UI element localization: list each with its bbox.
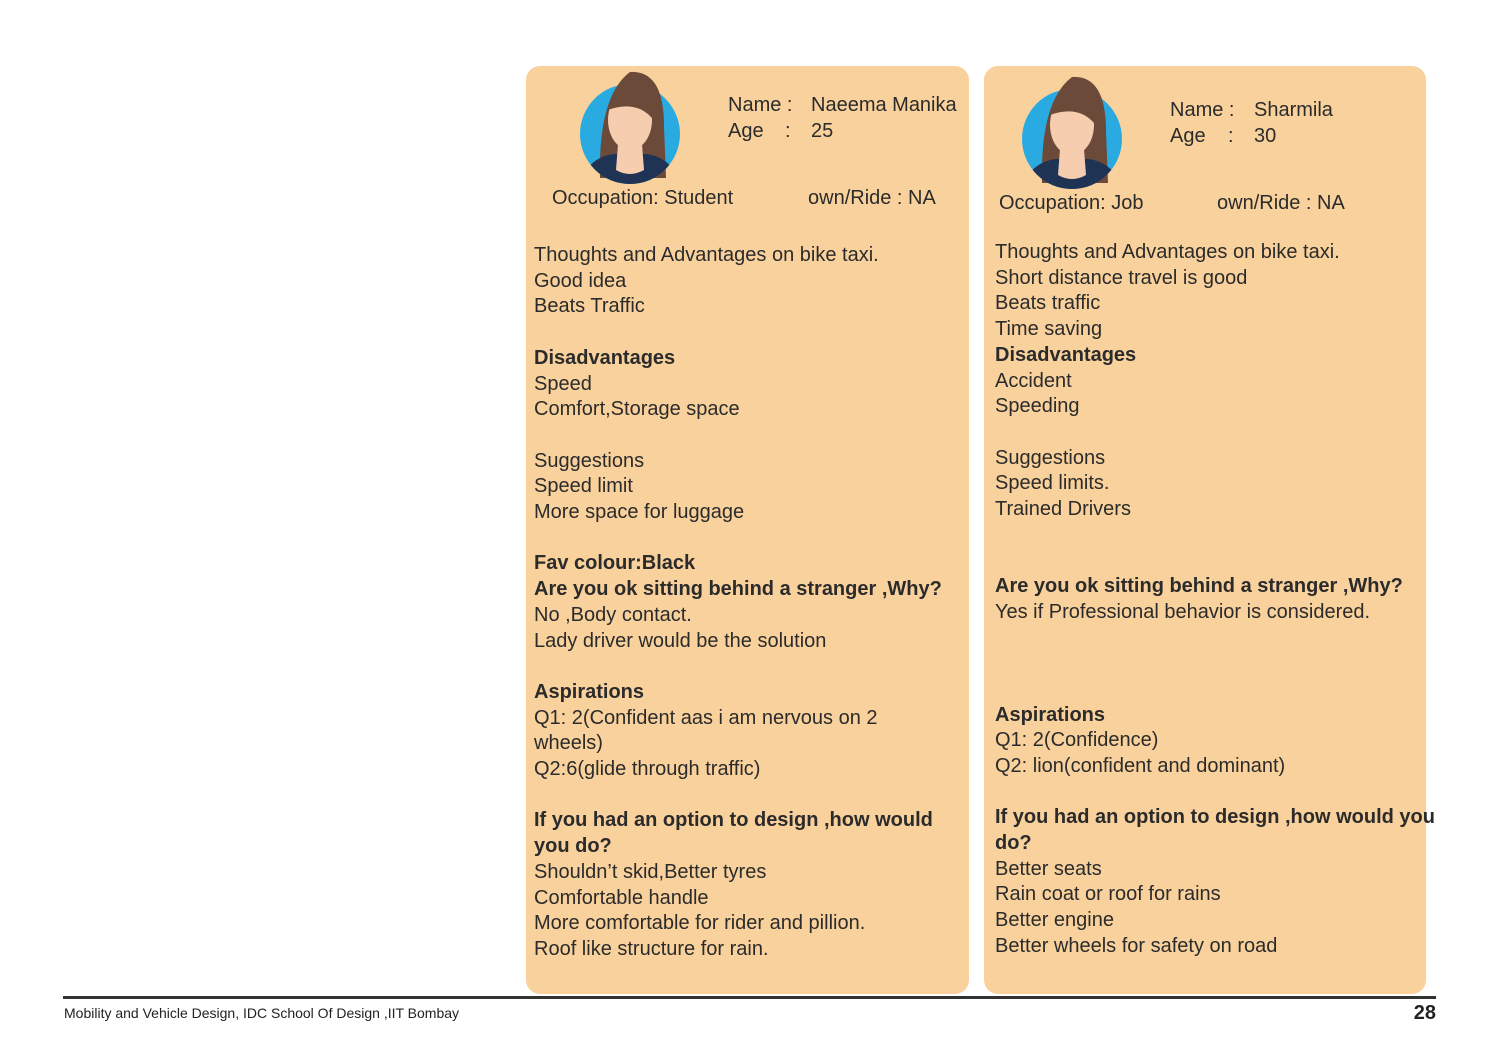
note-line: Q2:6(glide through traffic)	[534, 758, 761, 780]
note-line: wheels)	[534, 732, 603, 755]
blank-line	[534, 526, 942, 552]
section-heading: Are you ok sitting behind a stranger ,Why?	[995, 575, 1403, 598]
note-line: Speeding	[995, 395, 1080, 418]
note-line: More space for luggage	[534, 501, 745, 523]
note-line: Better wheels for safety on road	[995, 934, 1278, 957]
note-line: Comfort,Storage space	[534, 398, 740, 421]
blank-line	[534, 320, 942, 346]
note-line: Speed	[534, 372, 592, 395]
note-line: Yes if Professional behavior is considered.	[995, 600, 1371, 623]
section-heading: If you had an option to design ,how would	[534, 809, 933, 832]
blank-line	[995, 780, 1435, 806]
occupation: Occupation: Job	[999, 192, 1144, 214]
note-line: More comfortable for rider and pillion.	[534, 912, 866, 935]
name-value: Sharmila	[1254, 99, 1333, 121]
interview-notes	[534, 243, 942, 963]
name-value: Naeema Manika	[811, 94, 957, 116]
section-heading: Fav colour:Black	[534, 552, 696, 575]
age-separator: :	[785, 120, 791, 142]
note-line: Comfortable handle	[534, 886, 709, 909]
section-heading: Disadvantages	[995, 343, 1137, 366]
note-line: Q1: 2(Confident aas i am nervous on 2	[534, 706, 878, 729]
note-line: Speed limits.	[995, 472, 1110, 495]
note-line: Rain coat or roof for rains	[995, 883, 1221, 906]
blank-line	[995, 420, 1435, 446]
age-label: Age	[728, 120, 764, 142]
section-heading: Are you ok sitting behind a stranger ,Why?	[534, 578, 942, 601]
age-separator: :	[1228, 125, 1234, 147]
blank-line	[995, 651, 1435, 677]
age-label: Age	[1170, 125, 1206, 147]
note-line: Thoughts and Advantages on bike taxi.	[995, 241, 1340, 263]
note-line: Shouldn’t skid,Better tyres	[534, 860, 767, 883]
note-line: Roof like structure for rain.	[534, 937, 769, 960]
blank-line	[995, 523, 1435, 549]
note-line: Better engine	[995, 909, 1114, 932]
note-line: Suggestions	[534, 449, 645, 472]
note-line: Thoughts and Advantages on bike taxi.	[534, 244, 879, 266]
note-line: Suggestions	[995, 446, 1106, 469]
note-line: Beats traffic	[995, 292, 1101, 315]
own-ride: own/Ride : NA	[808, 187, 936, 209]
note-line: Accident	[995, 369, 1072, 392]
female-avatar-icon	[578, 66, 682, 190]
note-line: Good idea	[534, 269, 627, 292]
note-line: No ,Body contact.	[534, 603, 692, 626]
note-line: Trained Drivers	[995, 498, 1131, 521]
persona-card-sharmila	[984, 66, 1435, 994]
note-line: Lady driver would be the solution	[534, 629, 827, 652]
footer-divider	[63, 996, 1436, 999]
note-line: Time saving	[995, 318, 1103, 341]
age-value: 25	[811, 120, 834, 142]
note-line: Q2: lion(confident and dominant)	[995, 754, 1286, 777]
age-value: 30	[1254, 125, 1277, 147]
section-heading: Aspirations	[534, 680, 645, 703]
blank-line	[534, 423, 942, 449]
blank-line	[995, 626, 1435, 652]
section-heading: do?	[995, 832, 1032, 855]
female-avatar-icon	[1020, 71, 1124, 195]
name-label: Name :	[728, 94, 793, 116]
occupation: Occupation: Student	[552, 187, 734, 209]
note-line: Short distance travel is good	[995, 266, 1248, 289]
note-line: Q1: 2(Confidence)	[995, 729, 1159, 752]
interview-notes	[995, 240, 1435, 960]
blank-line	[534, 654, 942, 680]
note-line: Better seats	[995, 857, 1102, 880]
footer-credit: Mobility and Vehicle Design, IDC School Of Design ,IIT Bombay	[64, 1005, 460, 1021]
persona-card-naeema	[526, 66, 969, 994]
blank-line	[995, 548, 1435, 574]
blank-line	[995, 677, 1435, 703]
note-line: Speed limit	[534, 475, 633, 498]
blank-line	[534, 783, 942, 809]
section-heading: If you had an option to design ,how would you	[995, 806, 1435, 829]
name-label: Name :	[1170, 99, 1235, 121]
own-ride: own/Ride : NA	[1217, 192, 1345, 214]
section-heading: Aspirations	[995, 703, 1106, 726]
note-line: Beats Traffic	[534, 295, 645, 318]
page-number: 28	[1413, 1002, 1436, 1024]
section-heading: Disadvantages	[534, 346, 676, 369]
section-heading: you do?	[534, 835, 612, 858]
